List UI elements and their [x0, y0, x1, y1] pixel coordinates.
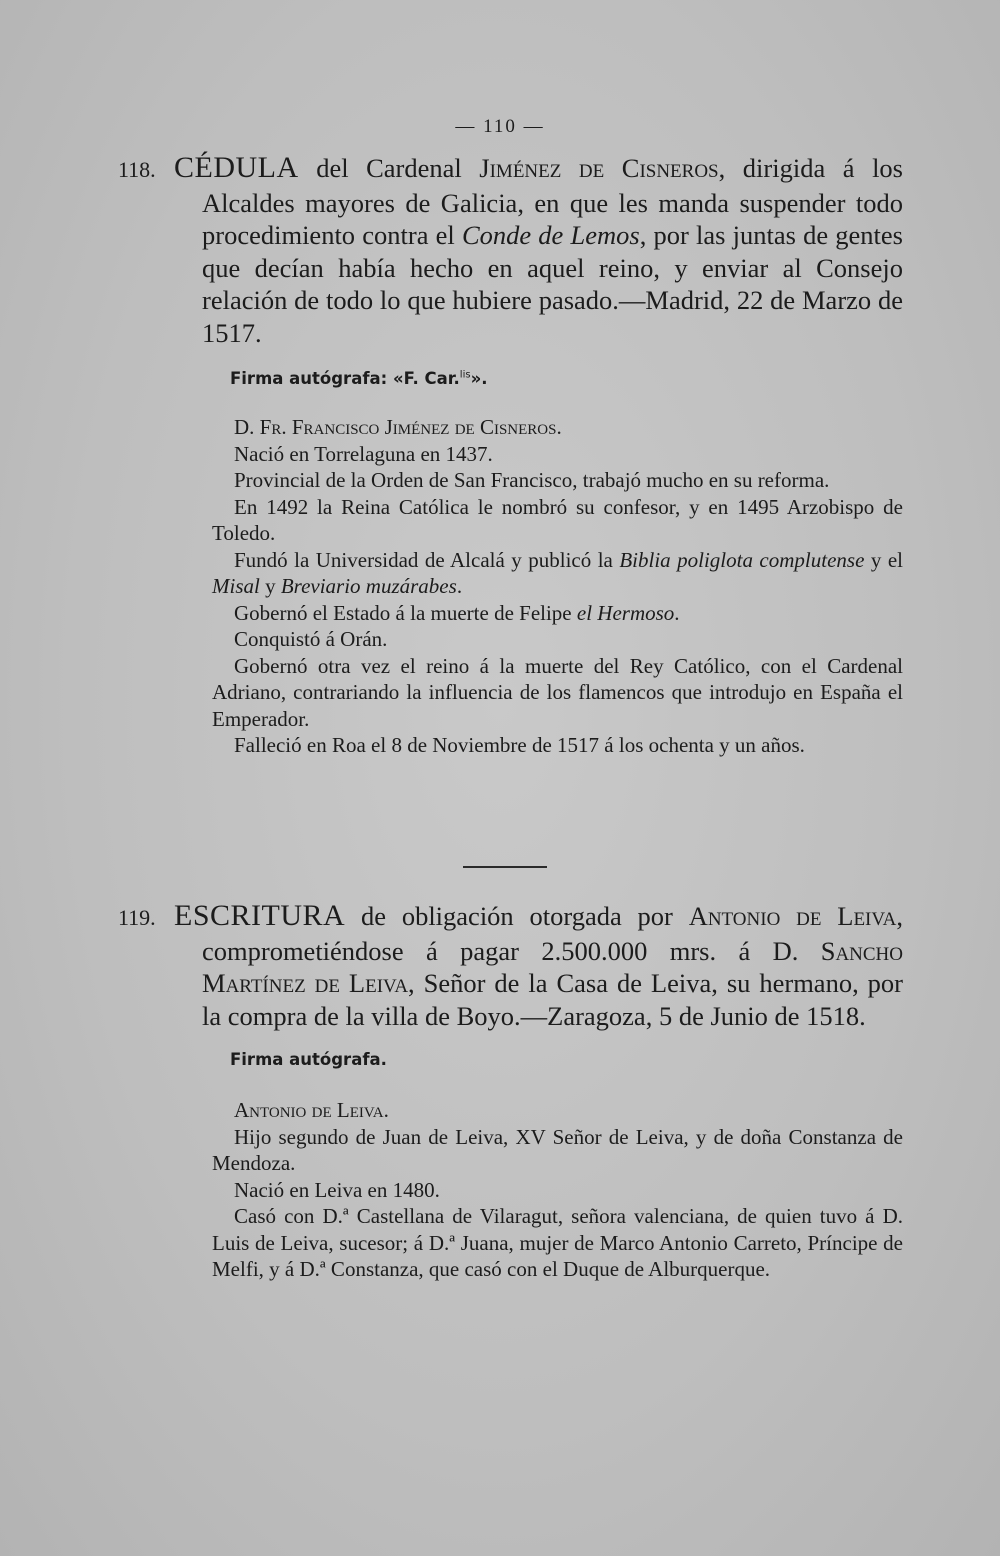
- heading-text: del Cardenal: [298, 153, 480, 183]
- bio-line: Conquistó á Orán.: [234, 627, 388, 651]
- bio-text: Fundó la Universidad de Alcalá y publicó la: [234, 547, 620, 572]
- bio-name: Antonio de Leiva.: [234, 1098, 389, 1122]
- entry-number: 119.: [118, 905, 156, 930]
- bio-text: y el: [864, 547, 903, 572]
- entry-118-heading: [118, 152, 903, 349]
- bio-text: .: [674, 600, 680, 625]
- bio-line: Nació en Torrelaguna en 1437.: [234, 441, 493, 466]
- heading-text: , comprometiéndose á pagar 2.500.000 mrs. á D.: [202, 901, 903, 966]
- person-name: Jiménez de Cisneros: [479, 153, 719, 183]
- entry-type: CÉDULA: [174, 151, 299, 184]
- bio-line: Falleció en Roa el 8 de Noviembre de 1517 á los ochenta y un años.: [234, 733, 805, 757]
- bio-line: [212, 600, 903, 627]
- entry-number: 118.: [118, 157, 156, 182]
- heading-text: , dirigida á los Alcaldes mayores de Galicia, en que les manda suspender todo procedimiento contra el: [202, 153, 903, 250]
- biography: [212, 414, 903, 759]
- person-name: Antonio de Leiva: [688, 901, 897, 931]
- bio-text: y: [259, 574, 281, 598]
- bio-line: [212, 547, 903, 600]
- bio-line: Hijo segundo de Juan de Leiva, XV Señor de Leiva, y de doña Constanza de Mendoza.: [212, 1124, 903, 1175]
- entry-type: ESCRITURA: [174, 899, 346, 932]
- section-divider: [463, 866, 547, 868]
- biography: [212, 1097, 903, 1283]
- bio-name: D. Fr. Francisco Jiménez de Cisneros.: [234, 415, 562, 439]
- signature-superscript: lis: [459, 369, 471, 381]
- title-name: Conde de Lemos: [461, 220, 640, 250]
- work-title: Biblia poliglota complutense: [619, 547, 865, 572]
- bio-line: Nació en Leiva en 1480.: [234, 1177, 440, 1202]
- entry-118: [118, 152, 903, 759]
- signature-label: Firma autógrafa: «F. Car.: [230, 369, 460, 388]
- heading-text: , Señor de la Casa de Leiva, su hermano, por la compra de la villa de Boyo.—Zaragoza, 5 de Junio de 1518.: [202, 968, 903, 1031]
- signature-note: Firma autógrafa.: [230, 1050, 387, 1069]
- heading-text: de obligación otorgada por: [345, 901, 689, 931]
- signature-end: ».: [470, 369, 488, 388]
- signature-note: [230, 369, 903, 388]
- person-name: Sancho Martínez de Leiva: [202, 935, 903, 998]
- work-title: Misal: [212, 574, 260, 598]
- bio-text: Gobernó el Estado á la muerte de Felipe: [234, 600, 577, 625]
- work-title: Breviario muzárabes: [280, 574, 457, 598]
- bio-text: .: [456, 574, 463, 598]
- bio-line: Gobernó otra vez el reino á la muerte del Rey Católico, con el Cardenal Adriano, contrariando la influencia de los flamencos que introdujo en España el Emperador.: [212, 653, 903, 731]
- entry-119: [118, 900, 903, 1283]
- bio-line: En 1492 la Reina Católica le nombró su confesor, y en 1495 Arzobispo de Toledo.: [212, 494, 903, 545]
- epithet: el Hermoso: [576, 600, 675, 625]
- entry-119-heading: [118, 900, 903, 1032]
- page-number: — 110 —: [455, 116, 545, 137]
- heading-text: , por las juntas de gentes que decían había hecho en aquel reino, y enviar al Consejo relación de todo lo que hubiere pasado.—Madrid, 22 de Marzo de 1517.: [202, 220, 903, 348]
- bio-line: Casó con D.ª Castellana de Vilaragut, señora valenciana, de quien tuvo á D. Luis de Leiva, sucesor; á D.ª Juana, mujer de Marco Antonio Carreto, Príncipe de Melfi, y á D.ª Constanza, que casó con el Duque de Alburquerque.: [212, 1204, 903, 1281]
- bio-line: Provincial de la Orden de San Francisco, trabajó mucho en su reforma.: [234, 468, 830, 492]
